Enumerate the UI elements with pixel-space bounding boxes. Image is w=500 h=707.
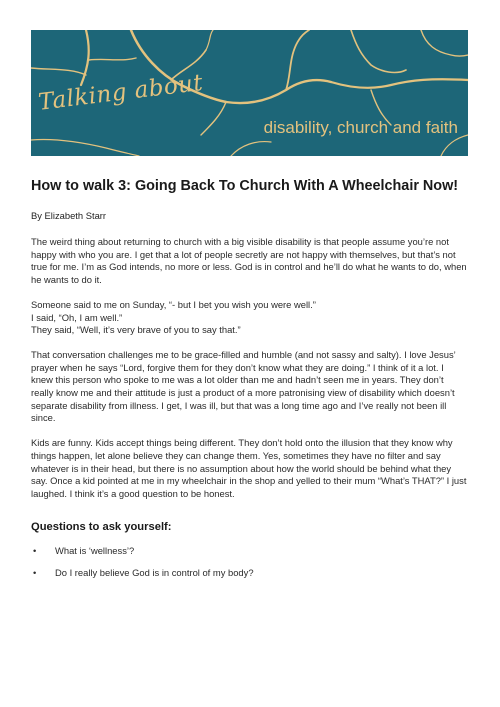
paragraph: Kids are funny. Kids accept things being different. They don’t hold onto the illusion that they know why things happen, let alone believe they can change them. Yes, sometimes they have no filter and say whatever is in their head, but there is no assumption about how the world should be behind what they say. Once a kid pointed at me in my wheelchair in the shop and yelled to their mum “What’s THAT?” I just laughed. I think it’s a good question to be honest. [31,437,467,499]
list-item [31,545,468,557]
questions-heading: Questions to ask yourself: [31,520,172,533]
list-item [31,567,468,579]
dialogue-line: They said, “Well, it’s very brave of you to say that.” [31,324,241,336]
dialogue-line: I said, “Oh, I am well.” [31,311,123,323]
bullet-icon: • [33,566,37,578]
bullet-icon: • [33,544,37,556]
question-text: Do I really believe God is in control of my body? [55,566,254,578]
byline: By Elizabeth Starr [31,210,107,221]
banner-title: Talking about [37,69,205,116]
header-banner [31,30,468,156]
dialogue-block [31,299,468,337]
questions-list [31,545,468,579]
article-title: How to walk 3: Going Back To Church With A Wheelchair Now! [31,178,459,194]
paragraph: The weird thing about returning to church with a big visible disability is that people assume you’re not happy with who you are. I get that a lot of people secretly are not happy with themselves, but that’s not true for me. I’m as God intends, no more or less. God is in control and he’ll do what he wants to do, when he wants to do it. [31,236,467,286]
banner-subtitle: disability, church and faith [263,118,458,137]
article [31,178,468,589]
dialogue-line: Someone said to me on Sunday, “- but I bet you wish you were well.” [31,298,316,310]
paragraph: That conversation challenges me to be grace-filled and humble (and not sassy and salty). I love Jesus’ prayer when he says “Lord, forgive them for they don’t know what they are doing.” I think of it a lot. I knew this person who spoke to me was a lot older than me and hadn’t seen me in years. They don’t really know me and their attitude is just a product of a more patronising view of disability which doesn’t separate disability from illness. I get, I was ill, but that was a long time ago and I’ve really not been ill since. [31,348,456,424]
question-text: What is ‘wellness’? [55,544,135,556]
